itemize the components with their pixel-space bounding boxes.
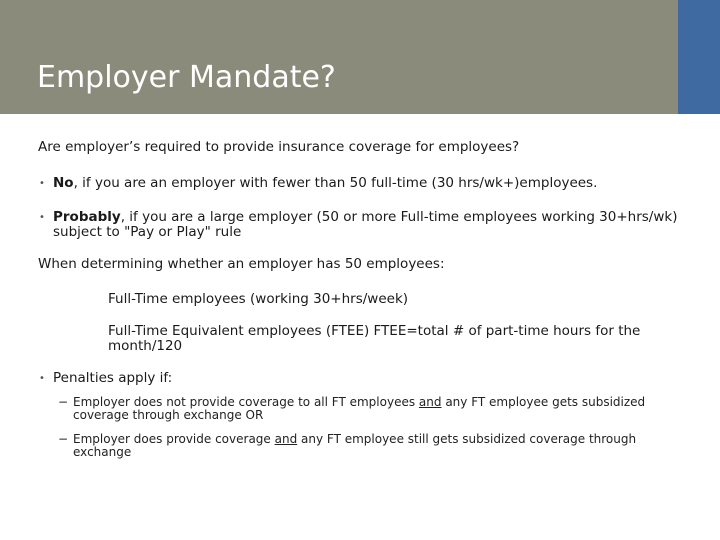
sub1-before: Employer does not provide coverage to all FT employees bbox=[73, 395, 419, 409]
sub-bullet-no-coverage bbox=[38, 396, 688, 422]
ftee-text: Full-Time Equivalent employees (FTEE) FTEE=total # of part-time hours for the month/120 bbox=[108, 323, 641, 354]
bullet-marker: • bbox=[39, 178, 45, 189]
sub1-after: any FT employee gets subsidized coverage through exchange OR bbox=[73, 395, 646, 422]
slide-body bbox=[38, 140, 688, 459]
sub2-underline: and bbox=[274, 432, 298, 446]
penalties-text: Penalties apply if: bbox=[53, 370, 173, 386]
bullet-marker: • bbox=[39, 373, 45, 384]
dash-marker: − bbox=[58, 432, 69, 446]
slide-title: Employer Mandate? bbox=[37, 60, 336, 95]
bullet-marker: • bbox=[39, 212, 45, 223]
full-time-employees-text: Full-Time employees (working 30+hrs/week) bbox=[108, 291, 409, 307]
bullet-no bbox=[38, 176, 688, 191]
bullet-probably-text: , if you are a large employer (50 or more Full-time employees working 30+hrs/wk) subject to "Pay or Play" rule bbox=[53, 209, 678, 240]
sub2-after: any FT employee still gets subsidized coverage through exchange bbox=[73, 432, 637, 459]
accent-bar bbox=[678, 0, 720, 114]
bullet-probably-bold: Probably bbox=[53, 209, 121, 225]
bullet-penalties bbox=[38, 371, 688, 386]
bullet-no-bold: No bbox=[53, 175, 74, 191]
when-determining-text: When determining whether an employer has 50 employees: bbox=[38, 256, 445, 272]
sub-bullet-does-coverage bbox=[38, 433, 688, 459]
intro-question: Are employer’s required to provide insurance coverage for employees? bbox=[38, 139, 520, 155]
sub2-before: Employer does provide coverage bbox=[73, 432, 275, 446]
title-banner bbox=[0, 0, 678, 114]
sub1-underline: and bbox=[418, 395, 442, 409]
bullet-probably bbox=[38, 210, 688, 240]
dash-marker: − bbox=[58, 395, 69, 409]
bullet-no-text: , if you are an employer with fewer than 50 full-time (30 hrs/wk+)employees. bbox=[73, 175, 598, 191]
